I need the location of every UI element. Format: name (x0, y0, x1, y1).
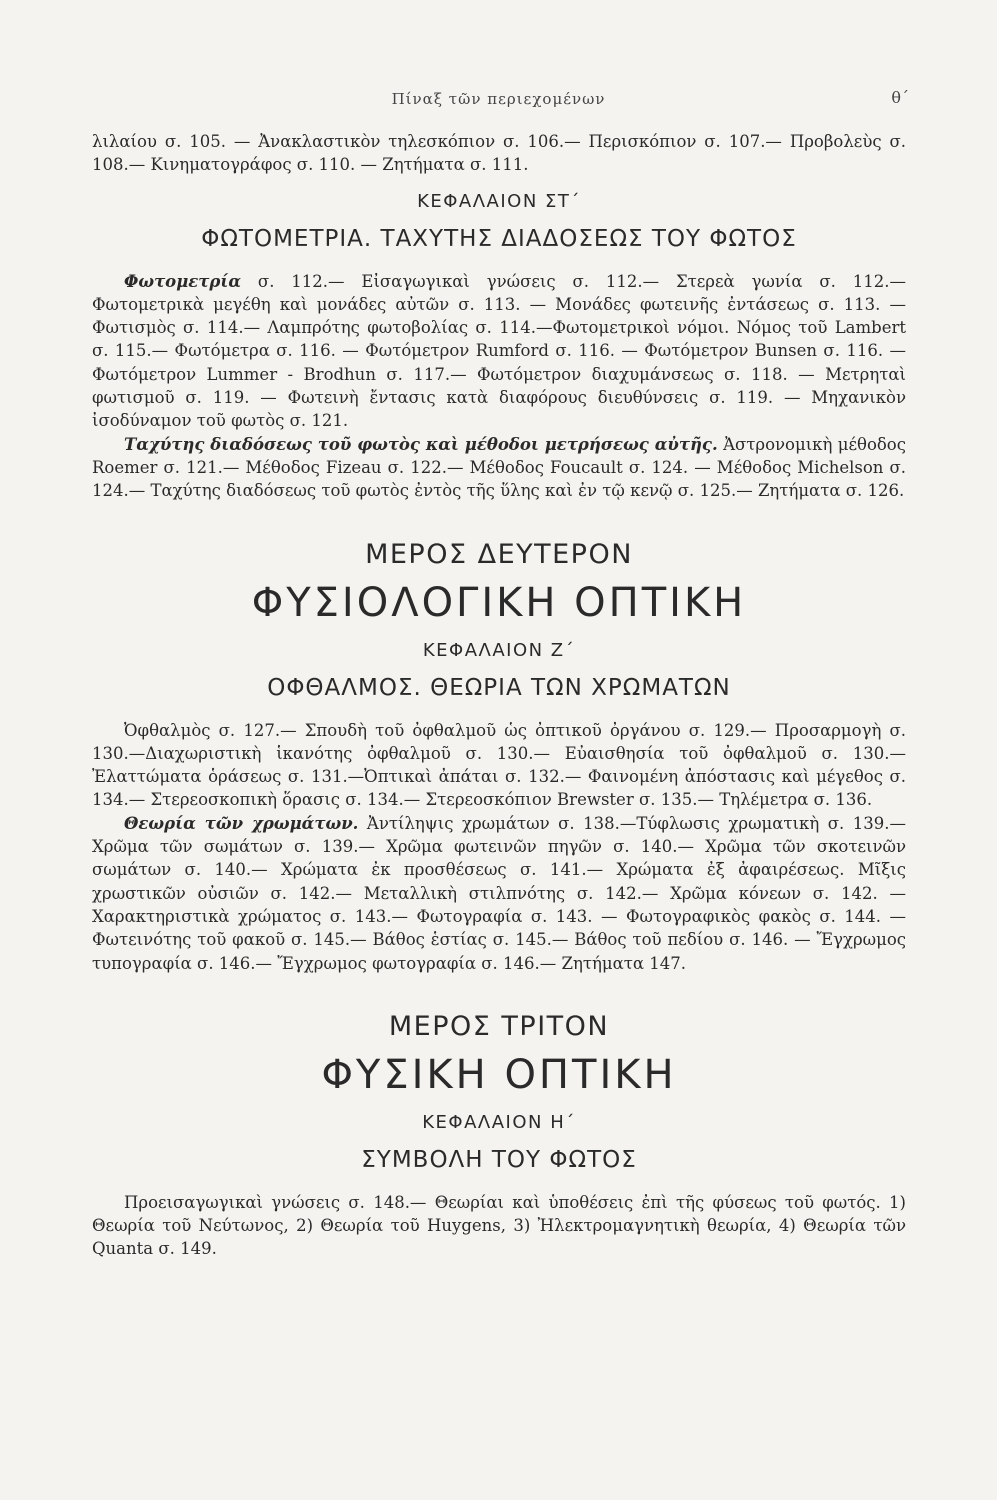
paragraph-speed-of-light (92, 433, 906, 503)
photometry-lead: Φωτομετρία (124, 271, 242, 291)
speed-of-light-text: Ἀστρονομικὴ μέθοδος Roemer σ. 121.— Μέθοδος Fizeau σ. 122.— Μέθοδος Foucault σ. 124. — Μέθοδος Michelson σ. 124.— Ταχύτης διαδόσεως τοῦ φωτὸς ἐντὸς τῆς ὕλης καὶ ἐν τῷ κενῷ σ. 125.— Ζητήματα σ. 126. (92, 434, 906, 501)
chapter-8-heading: ΚΕΦΑΛΑΙΟΝ Η΄ (422, 1111, 576, 1133)
part-2-title: ΦΥΣΙΟΛΟΓΙΚΗ ΟΠΤΙΚΗ (251, 579, 747, 626)
page-number: θ΄ (891, 88, 909, 107)
photometry-text: σ. 112.— Εἰσαγωγικαὶ γνώσεις σ. 112.— Στερεὰ γωνία σ. 112.— Φωτομετρικὰ μεγέθη καὶ μονάδες αὐτῶν σ. 113. — Μονάδες φωτεινῆς ἐντάσεως σ. 113. — Φωτισμὸς σ. 114.— Λαμπρότης φωτοβολίας σ. 114.—Φωτομετρικοὶ νόμοι. Νόμος τοῦ Lambert σ. 115.— Φωτόμετρα σ. 116. — Φωτόμετρον Rumford σ. 116. — Φωτόμετρον Bunsen σ. 116. — Φωτόμετρον Lummer - Brodhun σ. 117.— Φωτόμετρον διαχυμάνσεως σ. 118. — Μετρηταὶ φωτισμοῦ σ. 119. — Φωτεινὴ ἔντασις κατὰ διαφόρους διευθύνσεις σ. 119. — Μηχανικὸν ἰσοδύναμον τοῦ φωτὸς σ. 121. (92, 271, 906, 431)
paragraph-light-nature: Προεισαγωγικαὶ γνώσεις σ. 148.— Θεωρίαι καὶ ὑποθέσεις ἐπὶ τῆς φύσεως τοῦ φωτός. 1) Θεωρία τοῦ Νεύτωνος, 2) Θεωρία τοῦ Huygens, 3) Ἠλεκτρομαγνητικὴ θεωρία, 4) Θεωρία τῶν Quanta σ. 149. (92, 1192, 906, 1259)
paragraph-eye: Ὀφθαλμὸς σ. 127.— Σπουδὴ τοῦ ὀφθαλμοῦ ὡς ὀπτικοῦ ὀργάνου σ. 129.— Προσαρμογὴ σ. 130.—Διαχωριστικὴ ἱκανότης ὀφθαλμοῦ σ. 130.— Εὐαισθησία τοῦ ὀφθαλμοῦ σ. 130.— Ἐλαττώματα ὁράσεως σ. 131.—Ὀπτικαὶ ἀπάται σ. 132.— Φαινομένη ἀπόστασις καὶ μέγεθος σ. 134.— Στερεοσκοπικὴ ὅρασις σ. 134.— Στερεοσκόπιον Brewster σ. 135.— Τηλέμετρα σ. 136. (92, 720, 906, 810)
running-title: Πίναξ τῶν περιεχομένων (391, 90, 606, 108)
part-3-title: ΦΥΣΙΚΗ ΟΠΤΙΚΗ (321, 1051, 677, 1098)
speed-of-light-lead: Ταχύτης διαδόσεως τοῦ φωτὸς καὶ μέθοδοι μετρήσεως αὐτῆς. (124, 434, 718, 454)
colour-theory-text: Ἀντίληψις χρωμάτων σ. 138.—Τύφλωσις χρωματικὴ σ. 139.— Χρῶμα τῶν σωμάτων σ. 139.— Χρῶμα φωτεινῶν πηγῶν σ. 140.— Χρῶμα τῶν σκοτεινῶν σωμάτων σ. 140.— Χρώματα ἐκ προσθέσεως σ. 141.— Χρώματα ἐξ ἀφαιρέσεως. Μῖξις χρωστικῶν οὐσιῶν σ. 142.— Μεταλλικὴ στιλπνότης σ. 142.— Χρῶμα κόνεων σ. 142. — Χαρακτηριστικὰ χρώματος σ. 143.— Φωτογραφία σ. 143. — Φωτογραφικὸς φακὸς σ. 144. — Φωτεινότης τοῦ φακοῦ σ. 145.— Βάθος ἑστίας σ. 145.— Βάθος τοῦ πεδίου σ. 146. — Ἔγχρωμος τυπογραφία σ. 146.— Ἔγχρωμος φωτογραφία σ. 146.— Ζητήματα 147. (92, 813, 906, 973)
chapter-8-title: ΣΥΜΒΟΛΗ ΤΟΥ ΦΩΤΟΣ (361, 1146, 637, 1173)
chapter-7-title: ΟΦΘΑΛΜΟΣ. ΘΕΩΡΙΑ ΤΩΝ ΧΡΩΜΑΤΩΝ (267, 674, 731, 701)
paragraph-colour-theory (92, 812, 906, 975)
chapter-7-heading: ΚΕΦΑΛΑΙΟΝ Ζ΄ (422, 639, 576, 661)
part-3-heading: ΜΕΡΟΣ ΤΡΙΤΟΝ (388, 1010, 610, 1042)
paragraph-photometry (92, 270, 906, 433)
part-2-heading: ΜΕΡΟΣ ΔΕΥΤΕΡΟΝ (365, 538, 633, 570)
page-content (92, 130, 906, 1261)
chapter-6-title: ΦΩΤΟΜΕΤΡΙΑ. ΤΑΧΥΤΗΣ ΔΙΑΔΟΣΕΩΣ ΤΟΥ ΦΩΤΟΣ (201, 225, 797, 252)
chapter-6-heading: ΚΕΦΑΛΑΙΟΝ ΣΤ΄ (417, 190, 581, 212)
paragraph-continuation: λιλαίου σ. 105. — Ἀνακλαστικὸν τηλεσκόπιον σ. 106.— Περισκόπιον σ. 107.— Προβολεὺς σ. 108.— Κινηματογράφος σ. 110. — Ζητήματα σ. 111. (92, 132, 906, 175)
colour-theory-lead: Θεωρία τῶν χρωμάτων. (124, 813, 359, 833)
